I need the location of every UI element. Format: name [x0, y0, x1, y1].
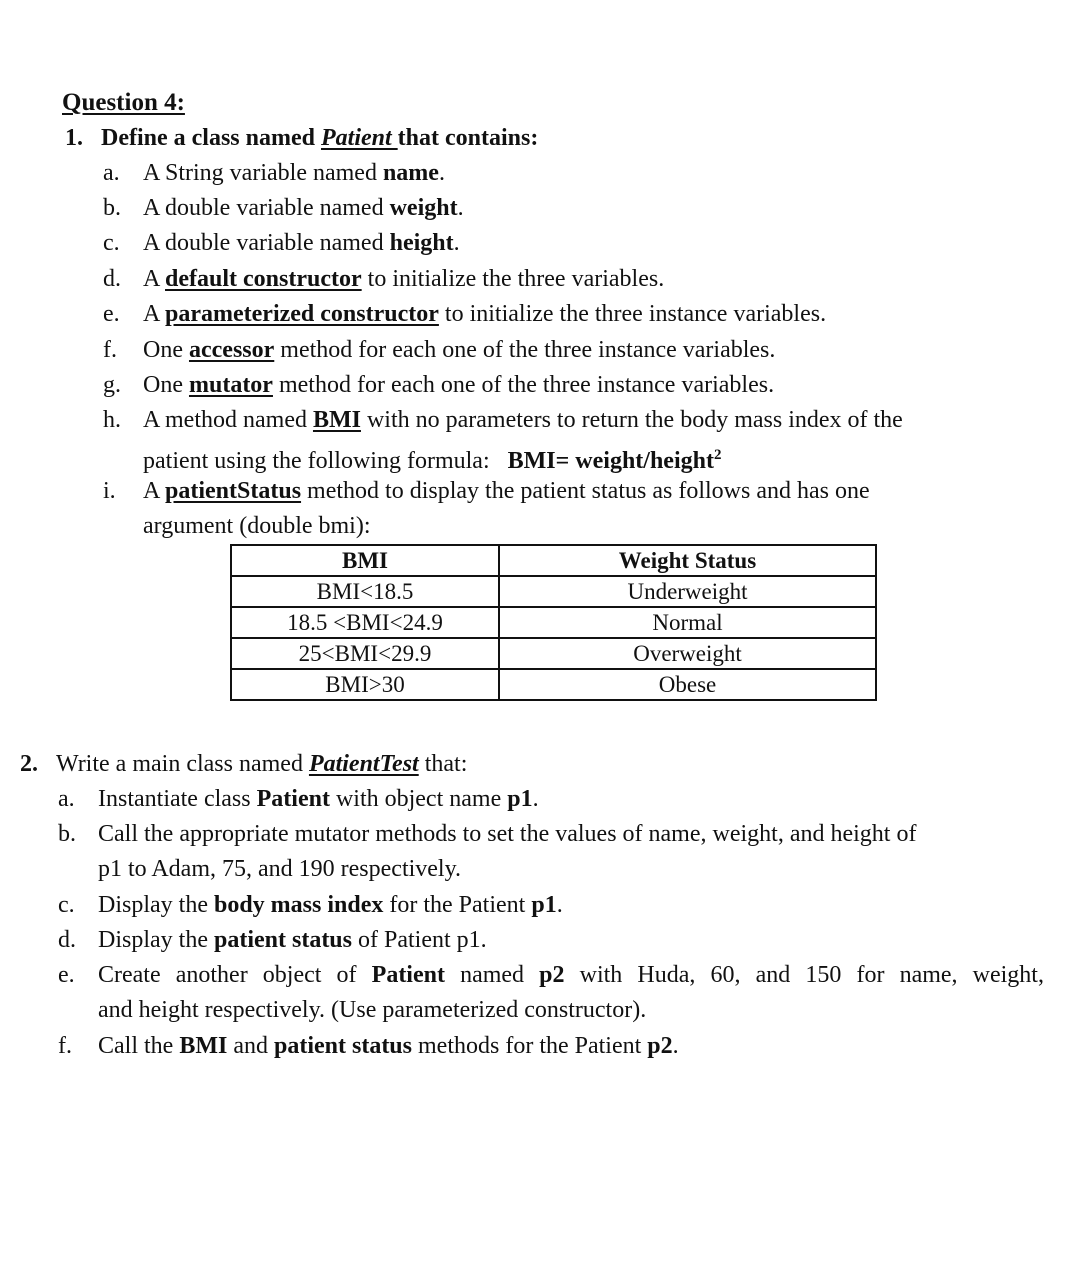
item-text: A double variable named — [143, 230, 390, 256]
table-cell-bmi: 18.5 <BMI<24.9 — [231, 607, 499, 638]
item-bold: Patient — [256, 786, 330, 812]
table-cell-bmi: 25<BMI<29.9 — [231, 638, 499, 669]
q2-class-name: PatientTest — [308, 751, 419, 777]
q2-intro-text-end: that: — [418, 751, 468, 777]
item-text: . — [457, 195, 464, 221]
item-text: to initialize the three variables. — [361, 266, 665, 292]
item-label: a. — [103, 160, 120, 186]
item-bold: patient status — [213, 927, 352, 953]
item-label: i. — [103, 478, 116, 504]
table-row — [231, 576, 876, 607]
item-text: with Huda, 60, and 150 for name, weight, — [564, 962, 1044, 988]
item-text: Display the — [98, 892, 214, 918]
item-label: g. — [103, 372, 121, 398]
item-text: method for each one of the three instance variables. — [274, 337, 776, 363]
q2-item-a — [58, 784, 539, 814]
q1-item-h — [103, 405, 903, 435]
q2-item-e-cont: and height respectively. (Use parameterized constructor). — [98, 997, 647, 1023]
q1-item-h-cont — [143, 440, 721, 476]
q2-item-c — [58, 890, 563, 920]
item-text: and — [227, 1033, 274, 1059]
item-label: e. — [103, 301, 120, 327]
item-text: . — [556, 892, 563, 918]
item-bold-underline: accessor — [188, 337, 275, 363]
item-bold: Patient — [371, 962, 445, 988]
item-bold: p2 — [539, 962, 565, 988]
table-header-bmi: BMI — [231, 545, 499, 576]
item-text: A — [143, 266, 166, 292]
item-text: A — [143, 301, 166, 327]
item-text: method for each one of the three instance variables. — [272, 372, 775, 398]
item-bold-underline: patientStatus — [165, 478, 302, 504]
item-label: b. — [58, 821, 76, 847]
item-label: e. — [58, 962, 75, 988]
item-text: One — [143, 337, 189, 363]
item-text: A double variable named — [143, 195, 390, 221]
q2-intro-text: Write a main class named — [56, 751, 309, 777]
item-bold-underline: parameterized constructor — [165, 301, 439, 327]
item-bold: BMI — [179, 1033, 228, 1059]
q2-item-b — [58, 819, 916, 849]
item-text: Instantiate class — [98, 786, 257, 812]
q2-item-e — [58, 960, 1044, 990]
formula-text: BMI= weight/height — [507, 448, 714, 474]
item-bold-underline: default constructor — [165, 266, 362, 292]
q2-item-e-line — [98, 960, 1044, 990]
item-bold: weight — [389, 195, 458, 221]
item-label: f. — [58, 1033, 72, 1059]
item-label: c. — [58, 892, 75, 918]
item-text: with no parameters to return the body mass index of the — [360, 407, 903, 433]
item-bold: p1 — [507, 786, 533, 812]
q1-intro — [65, 123, 538, 153]
item-text: named — [444, 962, 540, 988]
item-text: A String variable named — [143, 160, 383, 186]
q1-item-i-cont: argument (double bmi): — [143, 513, 371, 539]
q1-item-b — [103, 193, 464, 223]
item-text: patient using the following formula: — [143, 448, 490, 474]
formula-exponent: 2 — [713, 447, 722, 463]
table-row — [231, 607, 876, 638]
q1-item-d — [103, 264, 664, 294]
item-label: d. — [58, 927, 76, 953]
item-text: with object name — [329, 786, 508, 812]
q1-item-g — [103, 370, 774, 400]
item-text: method to display the patient status as follows and has one — [301, 478, 870, 504]
q2-intro — [20, 749, 467, 779]
q1-item-i — [103, 476, 870, 506]
item-text: Create another object of — [98, 962, 372, 988]
table-cell-status: Overweight — [499, 638, 876, 669]
q2-item-f — [58, 1031, 679, 1061]
question-title: Question 4: — [62, 89, 185, 116]
item-text: Call the appropriate mutator methods to set the values of name, weight, and height of — [98, 821, 917, 847]
item-text: A — [143, 478, 166, 504]
table-header-status: Weight Status — [499, 545, 876, 576]
item-text: to initialize the three instance variables. — [438, 301, 827, 327]
item-text: One — [143, 372, 189, 398]
q1-intro-text: Define a class named — [101, 125, 321, 151]
q2-item-b-cont: p1 to Adam, 75, and 190 respectively. — [98, 856, 462, 882]
q1-number: 1. — [65, 125, 83, 151]
q1-class-name: Patient — [320, 125, 398, 151]
item-bold-underline: mutator — [188, 372, 273, 398]
q1-item-e — [103, 299, 826, 329]
bmi-status-table — [230, 544, 877, 701]
item-text: for the Patient — [383, 892, 532, 918]
item-bold: height — [389, 230, 454, 256]
q1-item-c — [103, 228, 460, 258]
table-cell-status: Underweight — [499, 576, 876, 607]
table-cell-bmi: BMI>30 — [231, 669, 499, 700]
q1-intro-text-end: that contains: — [397, 125, 539, 151]
item-text: methods for the Patient — [412, 1033, 648, 1059]
item-text: . — [438, 160, 445, 186]
table-cell-bmi: BMI<18.5 — [231, 576, 499, 607]
item-text: . — [453, 230, 460, 256]
table-row — [231, 669, 876, 700]
item-text: A method named — [143, 407, 313, 433]
table-cell-status: Normal — [499, 607, 876, 638]
q2-number: 2. — [20, 751, 38, 777]
item-label: h. — [103, 407, 121, 433]
item-text: . — [532, 786, 539, 812]
item-text: of Patient p1. — [352, 927, 487, 953]
q1-item-f — [103, 335, 775, 365]
q1-item-a — [103, 158, 445, 188]
item-bold: p2 — [647, 1033, 673, 1059]
table-cell-status: Obese — [499, 669, 876, 700]
item-text: Call the — [98, 1033, 180, 1059]
item-text: . — [672, 1033, 679, 1059]
item-label: a. — [58, 786, 75, 812]
bmi-formula — [508, 448, 722, 474]
item-label: d. — [103, 266, 121, 292]
item-bold: p1 — [531, 892, 557, 918]
item-bold: name — [382, 160, 439, 186]
item-bold-underline: BMI — [312, 407, 361, 433]
item-label: b. — [103, 195, 121, 221]
table-header-row — [231, 545, 876, 576]
item-label: f. — [103, 337, 117, 363]
table-row — [231, 638, 876, 669]
item-label: c. — [103, 230, 120, 256]
q2-item-d — [58, 925, 487, 955]
item-bold: patient status — [273, 1033, 412, 1059]
item-text: Display the — [98, 927, 214, 953]
item-bold: body mass index — [213, 892, 384, 918]
